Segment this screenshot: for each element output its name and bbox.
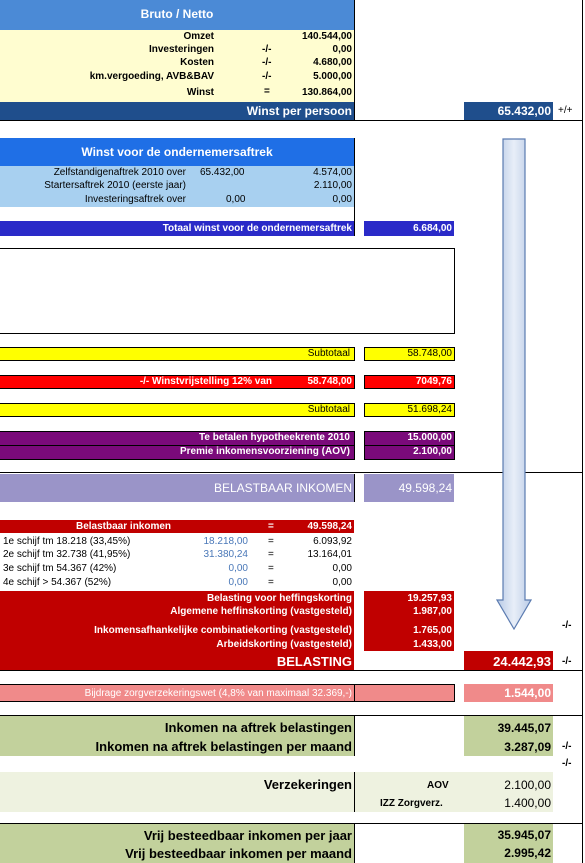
bruto-row-label: Kosten	[180, 57, 214, 68]
korting-label: Algemene heffinskorting (vastgesteld)	[170, 606, 352, 617]
schijf-row-base: 18.218,00	[203, 536, 248, 547]
ondernemer-row-label: Investeringsaftrek over	[84, 194, 186, 205]
hypotheek-value: 15.000,00	[407, 432, 452, 443]
bruto-row-value: 5.000,00	[313, 71, 352, 82]
inkomen-value: 39.445,07	[497, 721, 551, 735]
winstvrij-base: 58.748,00	[307, 376, 352, 387]
belasting-label: BELASTING	[276, 654, 352, 669]
schijf-row-label: 2e schijf tm 32.738 (41,95%)	[3, 549, 131, 560]
korting-label: Belasting voor heffingskorting	[206, 593, 352, 604]
verzekering-value: 1.400,00	[504, 796, 551, 810]
sheet-border-right	[582, 0, 583, 863]
winstvrij-value: 7049,76	[415, 376, 452, 387]
ondernemer-row-value: 0,00	[332, 194, 352, 205]
totaal-ondernemer-label: Totaal winst voor de ondernemersaftrek	[162, 223, 352, 234]
verzekering-label: IZZ Zorgverz.	[380, 798, 443, 809]
divider	[0, 670, 583, 671]
schijf-row-value: 0,00	[332, 563, 352, 574]
zorg-border	[354, 684, 355, 702]
verzekeringen-label: Verzekeringen	[263, 777, 352, 792]
verzekeringen-border	[354, 772, 355, 812]
schijf-row-value: 0,00	[332, 577, 352, 588]
premie-value: 2.100,00	[413, 446, 452, 457]
bruto-row-op: -/-	[262, 71, 272, 82]
zorg-value: 1.544,00	[504, 686, 551, 700]
bruto-row-value: 4.680,00	[313, 57, 352, 68]
schijf-row-label: 1e schijf tm 18.218 (33,45%)	[3, 536, 131, 547]
bruto-row-op: =	[264, 86, 270, 97]
vrij-value: 2.995,42	[504, 846, 551, 860]
winst-per-persoon-label: Winst per persoon	[246, 104, 352, 118]
korting-value: 1.987,00	[413, 606, 452, 617]
winstvrij-label: -/- Winstvrijstelling 12% van	[139, 376, 272, 387]
korting-value: 1.433,00	[413, 639, 452, 650]
vrij-label: Vrij besteedbaar inkomen per jaar	[143, 828, 352, 843]
subtotaal1-label: Subtotaal	[307, 348, 350, 359]
vrij-value: 35.945,07	[497, 828, 551, 842]
winst-per-persoon-value: 65.432,00	[497, 104, 551, 118]
ondernemer-row-label: Startersaftrek 2010 (eerste jaar)	[44, 180, 186, 191]
inkomen-label: Inkomen na aftrek belastingen	[164, 720, 352, 735]
divider	[0, 120, 583, 121]
ondernemer-row-value: 2.110,00	[313, 180, 352, 191]
bruto-row-label: km.vergoeding, AVB&BAV	[89, 71, 214, 82]
korting-label: Inkomensafhankelijke combinatiekorting (vastgesteld)	[94, 625, 352, 636]
inkomen-border	[354, 716, 355, 756]
subtotaal1-value: 58.748,00	[407, 348, 452, 359]
belastbaar-border	[354, 474, 355, 502]
inkomen-value: 3.287,09	[504, 740, 551, 754]
bruto-row-label: Investeringen	[148, 44, 214, 55]
ondernemer-border	[354, 138, 355, 236]
ondernemer-row-value: 4.574,00	[313, 167, 352, 178]
bruto-row-label: Winst	[186, 87, 214, 98]
subtotaal2-label: Subtotaal	[307, 404, 350, 415]
schijf-row-base: 0,00	[228, 577, 248, 588]
bruto-row-value: 130.864,00	[301, 87, 352, 98]
schijf-row-value: 6.093,92	[313, 536, 352, 547]
extra-suffix: -/-	[562, 758, 572, 769]
schijf-row-label: 4e schijf > 54.367 (52%)	[3, 577, 112, 588]
schijf-row-label: 3e schijf tm 54.367 (42%)	[3, 563, 117, 574]
inkomen-label: Inkomen na aftrek belastingen per maand	[95, 739, 352, 754]
vrij-label: Vrij besteedbaar inkomen per maand	[125, 846, 352, 861]
schijf-row-eq: =	[268, 536, 274, 547]
schijf-row-eq: =	[268, 549, 274, 560]
korting-suffix: -/-	[562, 620, 572, 631]
schijf-row-base: 0,00	[228, 563, 248, 574]
schijven-header-value: 49.598,24	[307, 521, 352, 532]
ondernemer-row-label: Zelfstandigenaftrek 2010 over	[53, 167, 186, 178]
ondernemer-title: Winst voor de ondernemersaftrek	[81, 145, 273, 159]
belastbaar-value: 49.598,24	[398, 481, 452, 495]
verzekering-label: AOV	[427, 780, 449, 791]
bruto-title: Bruto / Netto	[140, 7, 214, 21]
totaal-ondernemer-value: 6.684,00	[413, 223, 452, 234]
schijf-row-value: 13.164,01	[307, 549, 352, 560]
bruto-table-border	[354, 0, 355, 120]
verzekering-value: 2.100,00	[504, 778, 551, 792]
ondernemer-row-base: 65.432,00	[200, 167, 245, 178]
korting-value: 1.765,00	[413, 625, 452, 636]
belastbaar-label: BELASTBAAR INKOMEN	[213, 481, 352, 495]
schijven-header-label: Belastbaar inkomen	[76, 521, 172, 532]
hypotheek-label: Te betalen hypotheekrente 2010	[199, 432, 350, 443]
empty-box	[0, 248, 455, 334]
belasting-suffix: -/-	[562, 656, 572, 667]
schijf-row-base: 31.380,24	[203, 549, 248, 560]
inkomen-suffix: -/-	[562, 741, 572, 752]
schijven-header-eq: =	[268, 521, 274, 532]
premie-label: Premie inkomensvoorziening (AOV)	[179, 446, 350, 457]
bruto-row-value: 140.544,00	[301, 31, 352, 42]
vrij-border	[354, 824, 355, 863]
bruto-row-op: -/-	[262, 44, 272, 55]
belasting-value: 24.442,93	[493, 654, 551, 669]
bruto-row-label: Omzet	[183, 31, 214, 42]
bruto-row-op: -/-	[262, 57, 272, 68]
korting-value: 19.257,93	[407, 593, 452, 604]
schijf-row-eq: =	[268, 563, 274, 574]
schijf-row-eq: =	[268, 577, 274, 588]
winst-per-persoon-suffix: +/+	[558, 105, 573, 116]
down-arrow-icon	[496, 138, 532, 630]
subtotaal2-value: 51.698,24	[407, 404, 452, 415]
korting-label: Arbeidskorting (vastgesteld)	[216, 639, 352, 650]
zorg-label: Bijdrage zorgverzekeringswet (4,8% van maximaal 32.369,-)	[84, 688, 352, 699]
ondernemer-row-base: 0,00	[226, 194, 246, 205]
bruto-row-value: 0,00	[332, 44, 352, 55]
